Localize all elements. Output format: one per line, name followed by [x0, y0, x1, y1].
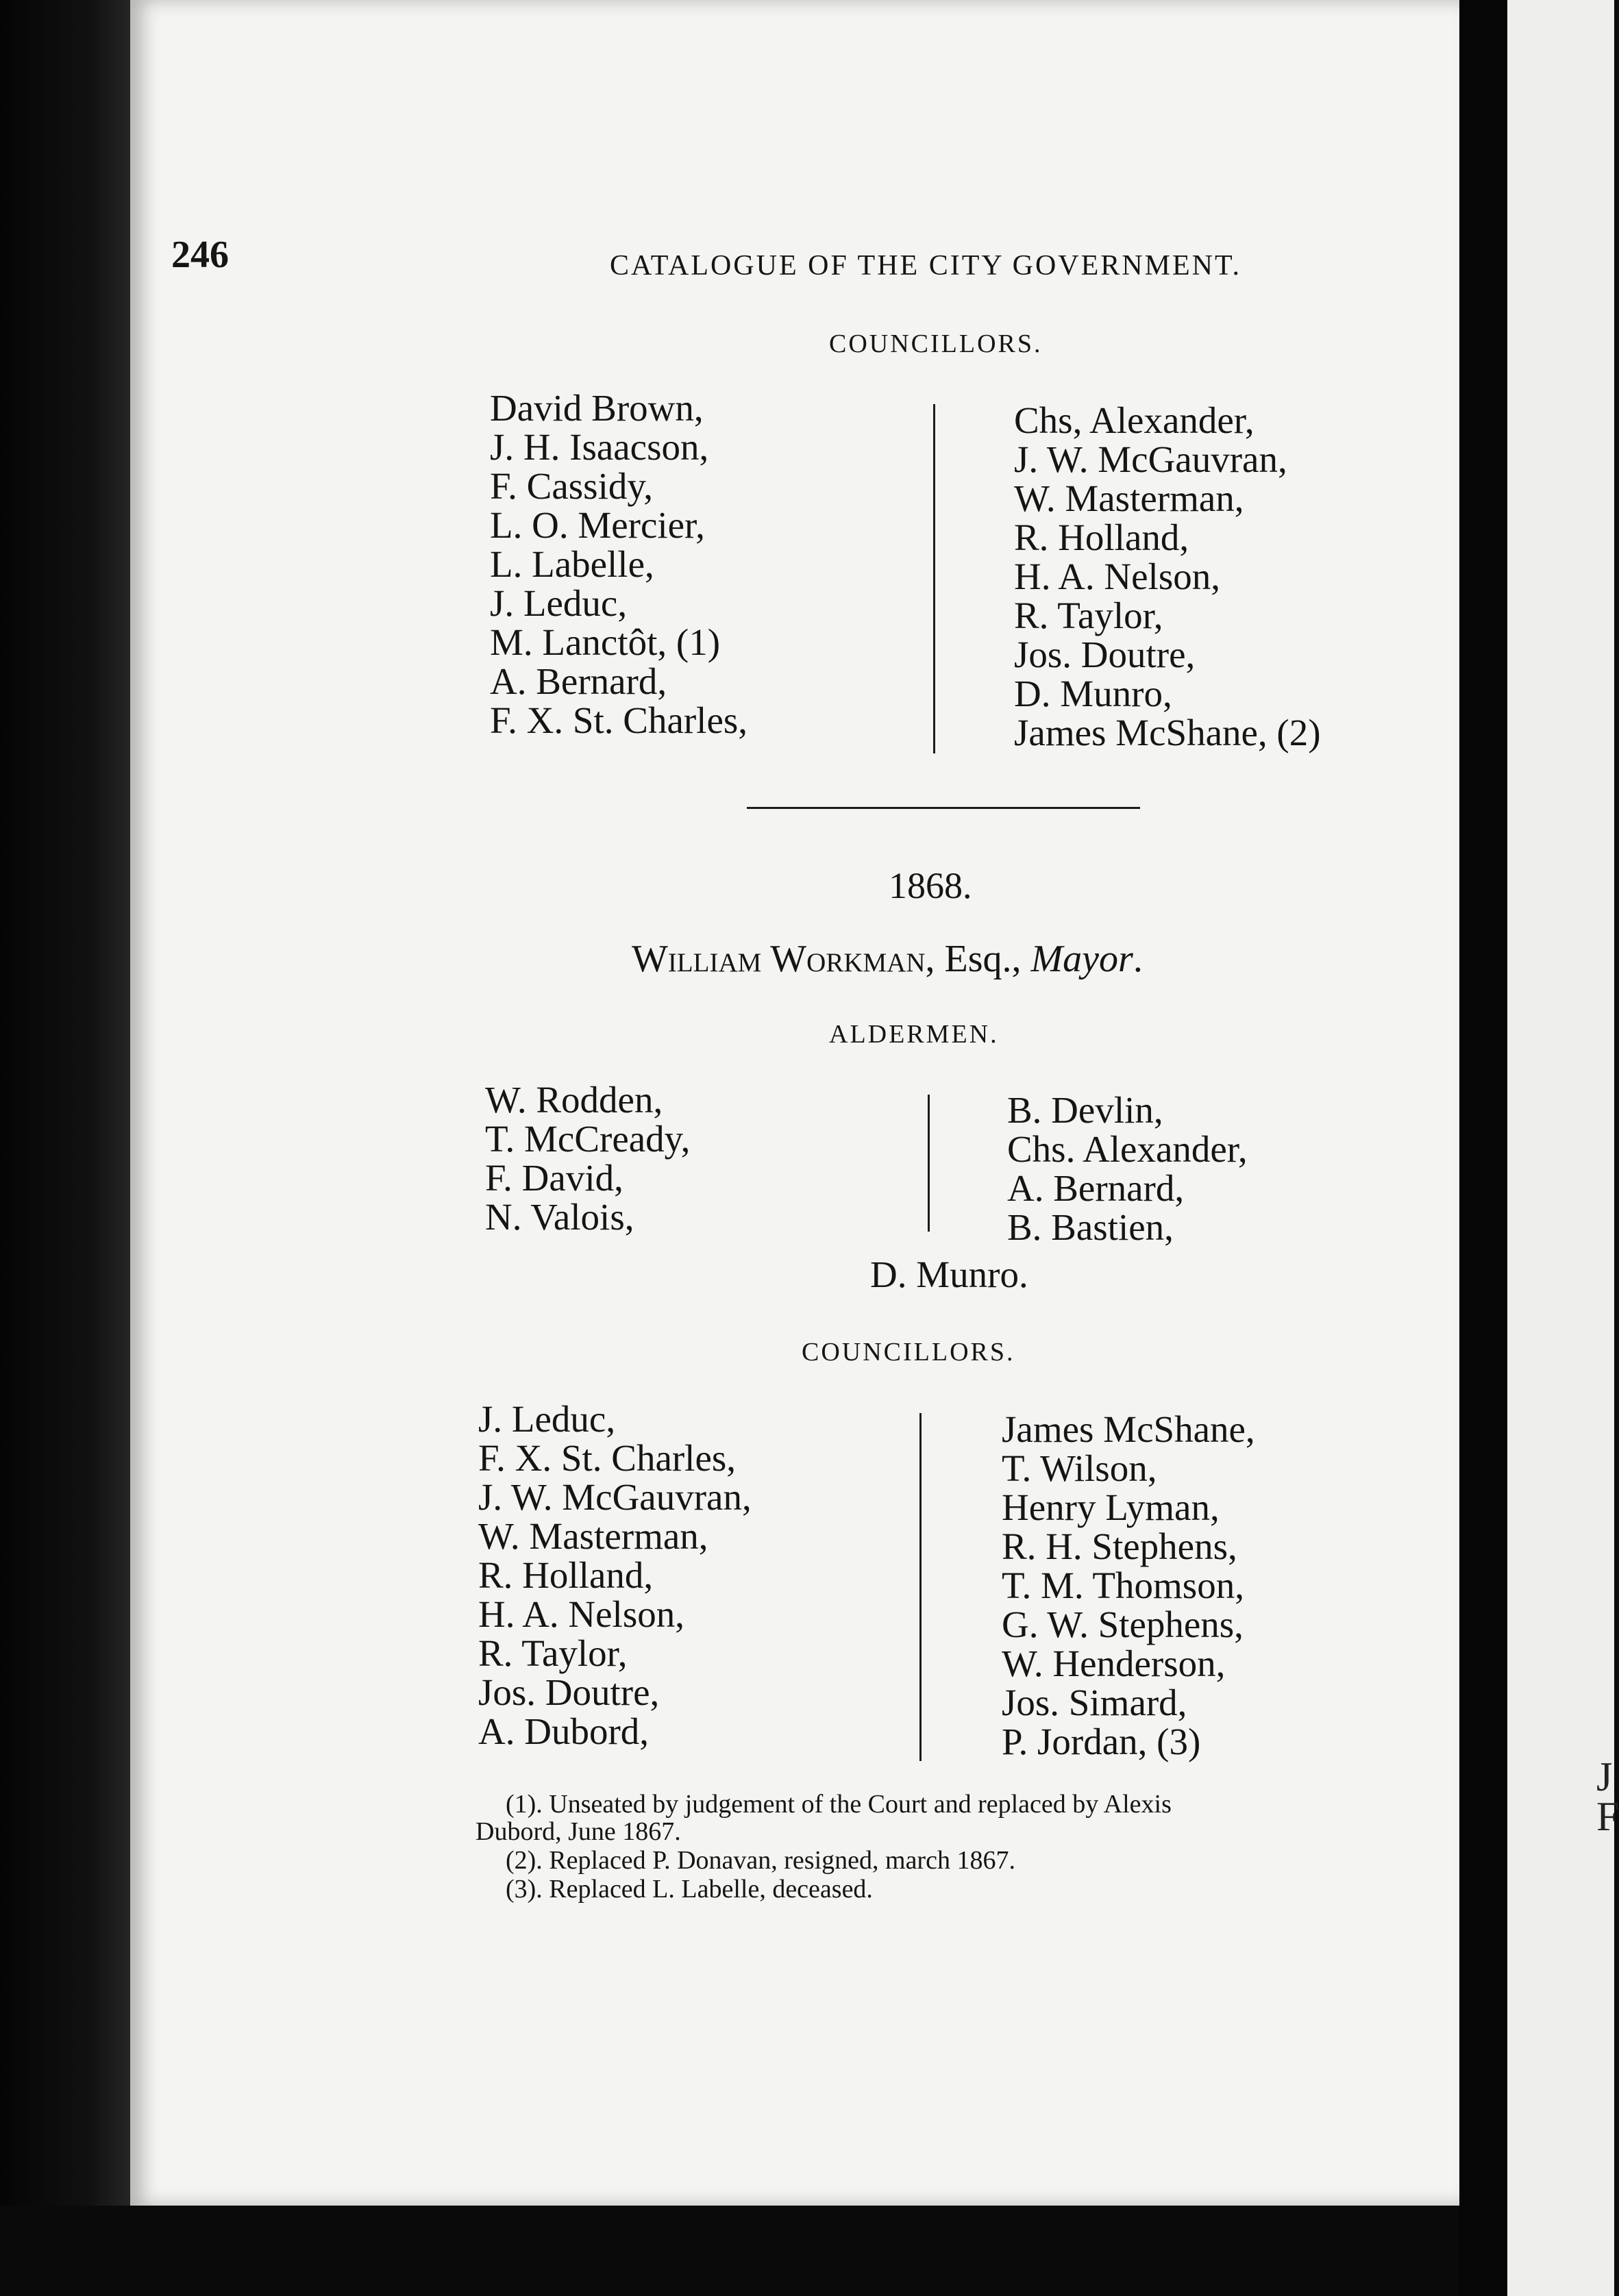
column-divider: [933, 404, 935, 753]
councillor-name: J. Leduc,: [478, 1398, 616, 1440]
councillor-name: Henry Lyman,: [1002, 1486, 1220, 1528]
footnote-3: (3). Replaced L. Labelle, deceased.: [506, 1875, 873, 1904]
councillor-name: H. A. Nelson,: [1014, 556, 1220, 597]
column-divider: [919, 1413, 922, 1761]
councillors-heading: COUNCILLORS.: [829, 329, 1043, 358]
page-number: 246: [171, 234, 229, 276]
councillor-name: J. W. McGauvran,: [1014, 438, 1287, 480]
adjacent-page-fragment: J: [1596, 1754, 1613, 1799]
councillor-name: R. H. Stephens,: [1002, 1525, 1237, 1567]
mayor-suffix: , Esq.,: [925, 938, 1031, 980]
councillors-heading: COUNCILLORS.: [802, 1338, 1015, 1367]
councillor-name: James McShane,: [1002, 1408, 1255, 1450]
section-divider: [747, 807, 1140, 809]
adjacent-page-fragment: F: [1596, 1794, 1619, 1839]
councillor-name: A. Dubord,: [478, 1710, 650, 1752]
councillor-name: Jos. Simard,: [1002, 1682, 1187, 1723]
councillor-name: P. Jordan, (3): [1002, 1721, 1201, 1762]
alderman-name-centered: D. Munro.: [870, 1253, 1028, 1295]
councillor-name: David Brown,: [490, 387, 704, 429]
adjacent-page-edge: [1507, 0, 1619, 2296]
alderman-name: T. McCready,: [485, 1118, 691, 1160]
councillor-name: J. Leduc,: [490, 582, 628, 624]
councillor-name: Chs, Alexander,: [1014, 399, 1255, 441]
mayor-title: Mayor: [1030, 938, 1133, 980]
councillors-right-column: [1002, 1410, 1255, 1761]
councillors-left-column: [490, 388, 747, 740]
alderman-name: N. Valois,: [485, 1196, 634, 1238]
councillor-name: G. W. Stephens,: [1002, 1604, 1244, 1645]
footnote-2: (2). Replaced P. Donavan, resigned, march 1867.: [506, 1846, 1015, 1875]
councillors-right-column: [1014, 401, 1321, 752]
alderman-name: Chs. Alexander,: [1007, 1128, 1248, 1170]
aldermen-left-column: [485, 1080, 690, 1236]
mayor-line: William Workman, Esq., Mayor.: [632, 938, 1143, 980]
councillor-name: T. M. Thomson,: [1002, 1564, 1244, 1606]
councillor-name: W. Masterman,: [478, 1515, 708, 1557]
councillor-name: J. H. Isaacson,: [490, 426, 709, 468]
councillor-name: F. X. St. Charles,: [490, 699, 748, 741]
year-heading: 1868.: [889, 865, 972, 906]
councillor-name: J. W. McGauvran,: [478, 1476, 752, 1518]
councillor-name: A. Bernard,: [490, 660, 667, 702]
column-divider: [928, 1095, 930, 1232]
councillor-name: R. Taylor,: [478, 1632, 628, 1674]
running-head: CATALOGUE OF THE CITY GOVERNMENT.: [610, 250, 1241, 282]
councillor-name: F. X. St. Charles,: [478, 1437, 737, 1479]
councillor-name: R. Holland,: [478, 1554, 654, 1596]
page-gutter: [1459, 0, 1507, 2296]
mayor-name: William Workman: [632, 938, 926, 980]
councillor-name: M. Lanctôt, (1): [490, 621, 721, 663]
councillor-name: W. Masterman,: [1014, 477, 1244, 519]
councillor-name: Jos. Doutre,: [478, 1671, 660, 1713]
councillor-name: James McShane, (2): [1014, 712, 1321, 753]
aldermen-right-column: [1007, 1090, 1248, 1247]
councillors-left-column: [478, 1399, 752, 1751]
councillor-name: R. Holland,: [1014, 516, 1189, 558]
alderman-name: B. Devlin,: [1007, 1089, 1163, 1131]
councillor-name: W. Henderson,: [1002, 1643, 1226, 1684]
councillor-name: H. A. Nelson,: [478, 1593, 684, 1635]
alderman-name: F. David,: [485, 1157, 623, 1199]
footnote-1-line-1: (1). Unseated by judgement of the Court and replaced by Alexis: [506, 1790, 1172, 1819]
councillor-name: T. Wilson,: [1002, 1447, 1157, 1489]
councillor-name: L. O. Mercier,: [490, 504, 705, 546]
councillor-name: F. Cassidy,: [490, 465, 654, 507]
footnote-1-line-2: Dubord, June 1867.: [475, 1817, 681, 1846]
alderman-name: W. Rodden,: [485, 1079, 663, 1121]
scan-bottom-margin: [0, 2206, 1459, 2296]
aldermen-heading: ALDERMEN.: [829, 1020, 999, 1049]
councillor-name: Jos. Doutre,: [1014, 634, 1196, 675]
councillor-name: L. Labelle,: [490, 543, 654, 585]
councillor-name: R. Taylor,: [1014, 595, 1163, 636]
councillor-name: D. Munro,: [1014, 673, 1172, 714]
alderman-name: A. Bernard,: [1007, 1167, 1185, 1209]
alderman-name: B. Bastien,: [1007, 1206, 1174, 1248]
